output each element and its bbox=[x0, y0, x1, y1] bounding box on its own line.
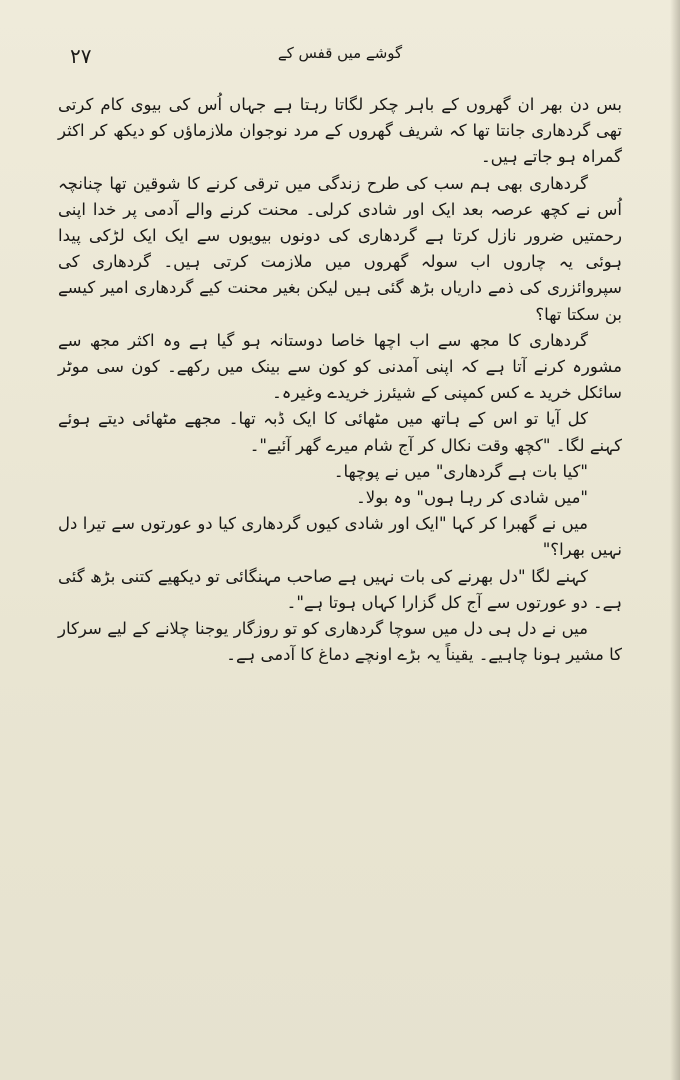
paragraph: کہنے لگا "دل بھرنے کی بات نہیں ہے صاحب مہنگائی تو دیکھیے کتنی بڑھ گئی ہے۔ دو عورتوں سے آج کل گزارا کہاں ہوتا ہے"۔ bbox=[58, 566, 622, 612]
body-text bbox=[58, 92, 622, 668]
dialogue-line: "کیا بات ہے گردھاری" میں نے پوچھا۔ bbox=[333, 461, 588, 481]
paragraph: بس دن بھر ان گھروں کے باہر چکر لگاتا رہتا ہے جہاں اُس کی بیوی کام کرتی تھی گردھاری جانتا تھا کہ شریف گھروں کے مرد نوجوان ملازماؤں کو دیکھ کر اکثر گمراہ ہو جاتے ہیں۔ bbox=[58, 95, 622, 167]
running-head-title: گوشے میں قفس کے bbox=[277, 44, 403, 62]
page-edge-shadow bbox=[670, 0, 680, 1080]
paragraph: میں نے دل ہی دل میں سوچا گردھاری کو تو روزگار یوجنا چلانے کے لیے سرکار کا مشیر ہونا چاہیے۔ یقیناً یہ بڑے اونچے دماغ کا آدمی ہے۔ bbox=[58, 619, 622, 665]
paragraph: کل آیا تو اس کے ہاتھ میں مٹھائی کا ایک ڈبہ تھا۔ مجھے مٹھائی دیتے ہوئے کہنے لگا۔ "کچھ وقت نکال کر آج شام میرے گھر آئیے"۔ bbox=[58, 409, 622, 455]
paragraph: میں نے گھبرا کر کہا "ایک اور شادی کیوں گردھاری کیا دو عورتوں سے تیرا دل نہیں بھرا؟" bbox=[58, 514, 622, 560]
page-number: ۲۷ bbox=[70, 44, 92, 68]
dialogue-line: "میں شادی کر رہا ہوں" وہ بولا۔ bbox=[356, 488, 588, 508]
paragraph: گردھاری کا مجھ سے اب اچھا خاصا دوستانہ ہو گیا ہے وہ اکثر مجھ سے مشورہ کرنے آتا ہے کہ اپنی آمدنی کو کون سے بینک میں رکھے۔ کون سی موٹر سائکل خرید ے کس کمپنی کے شیئرز خریدے وغیرہ۔ bbox=[58, 330, 622, 403]
paragraph: گردھاری بھی ہم سب کی طرح زندگی میں ترقی کرنے کا شوقین تھا چنانچہ اُس نے کچھ عرصہ بعد ایک اور شادی کرلی۔ محنت کرنے والے آدمی پر خدا اپنی رحمتیں ضرور نازل کرتا ہے گردھاری کی دونوں بیویوں سے ایک ایک لڑکی پیدا ہوئی یہ چاروں اب سولہ گھروں میں ملازمت کرتی ہیں۔ گردھاری کی سپروائزری کی ذمے داریاں بڑھ گئی ہیں لیکن بغیر محنت کیے گردھاری امیر کیسے بن سکتا تھا؟ bbox=[58, 173, 622, 324]
